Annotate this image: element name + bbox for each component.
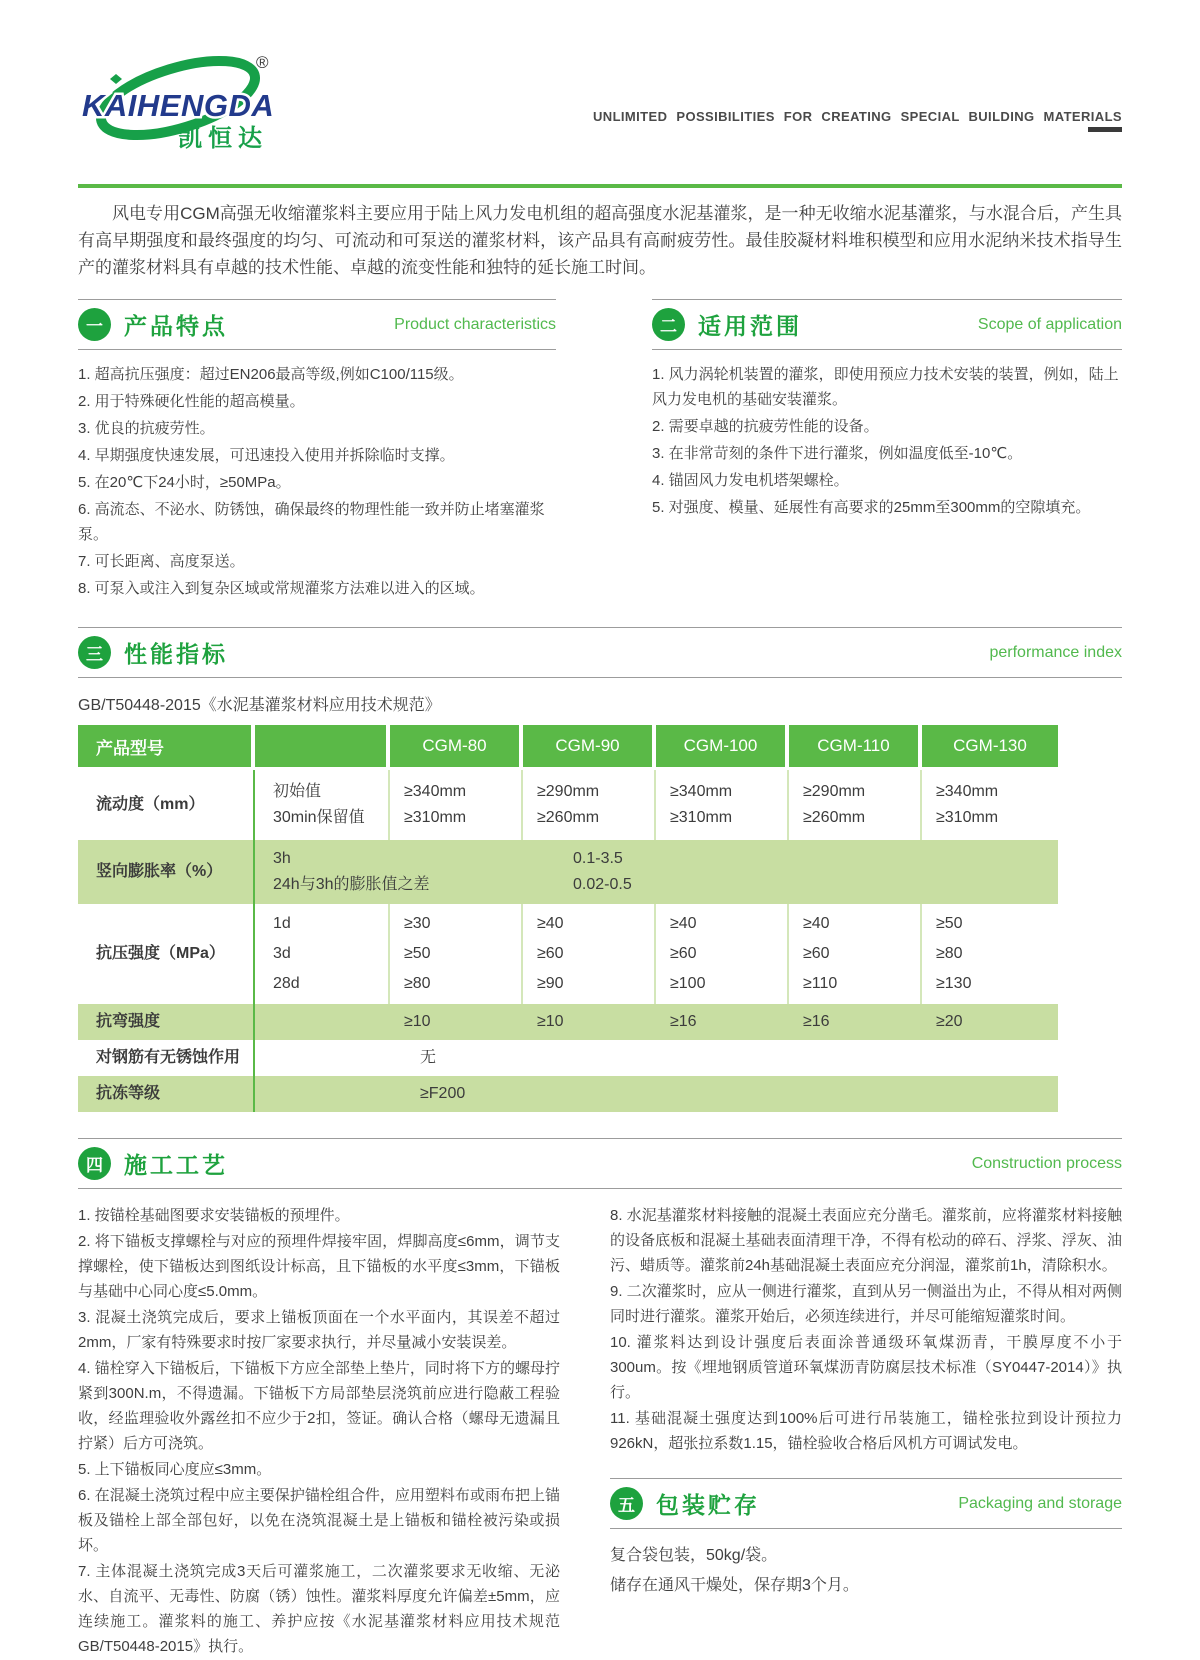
table-cell: 无 — [420, 1049, 437, 1066]
table-row-corrosion — [78, 1040, 1058, 1076]
section-number-icon: 一 — [78, 308, 111, 341]
tagline-block — [593, 109, 1122, 158]
table-row-compressive — [78, 904, 1058, 1004]
sublabel: 3d — [273, 945, 291, 962]
table-row-frost — [78, 1076, 1058, 1112]
company-logo — [78, 46, 288, 158]
list-item: 5. 对强度、模量、延展性有高要求的25mm至300mm的空隙填充。 — [652, 499, 1091, 516]
list-item: 8. 可泵入或注入到复杂区域或常规灌浆方法难以进入的区域。 — [78, 580, 485, 597]
construction-left-column — [78, 1203, 560, 1660]
sublabel: 28d — [273, 975, 300, 992]
row-sublabels — [255, 840, 523, 904]
sublabel: 30min保留值 — [273, 809, 365, 826]
list-item: 1. 超高抗压强度：超过EN206最高等级,例如C100/115级。 — [78, 366, 464, 383]
cell-value: ≥310mm — [670, 809, 733, 826]
section-title: 施工工艺 — [124, 1152, 228, 1178]
cell-value: ≥290mm — [537, 783, 600, 800]
section-features — [78, 299, 556, 603]
table-cell — [255, 1004, 390, 1040]
step-item: 6. 在混凝土浇筑过程中应主要保护锚栓组合件，应用塑料布或雨布把上锚板及锚栓上部全部包好，以免在浇筑混凝土是上锚板和锚栓被污染或损坏。 — [78, 1487, 560, 1554]
cell-value: ≥40 — [803, 915, 830, 932]
logo-star-icon — [110, 74, 122, 84]
table-header-cell: 产品型号 — [78, 725, 255, 767]
table-cell — [255, 1040, 390, 1076]
cell-value: ≥40 — [670, 915, 697, 932]
registered-trademark-icon: ® — [256, 53, 269, 72]
section-performance — [78, 627, 1122, 1112]
features-scope-row — [78, 299, 1122, 603]
packaging-line: 储存在通风干燥处，保存期3个月。 — [610, 1577, 859, 1594]
packaging-header — [610, 1478, 1122, 1529]
list-item: 4. 锚固风力发电机塔架螺栓。 — [652, 472, 849, 489]
tagline-underline — [1088, 127, 1122, 132]
cell-value: ≥340mm — [936, 783, 999, 800]
table-cell — [922, 770, 1058, 840]
table-cell — [523, 840, 1058, 904]
list-item: 5. 在20℃下24小时，≥50MPa。 — [78, 474, 291, 491]
table-header-cell: CGM-100 — [656, 725, 789, 767]
table-header-cell: CGM-80 — [390, 725, 523, 767]
step-item: 3. 混凝土浇筑完成后，要求上锚板顶面在一个水平面内，其误差不超过2mm，厂家有特殊要求时按厂家要求执行，并尽量减小安装误差。 — [78, 1309, 560, 1351]
section-number-icon: 四 — [78, 1147, 111, 1180]
section-subtitle: Scope of application — [977, 315, 1122, 333]
table-row-expansion — [78, 840, 1058, 904]
packaging-line: 复合袋包装，50kg/袋。 — [610, 1547, 778, 1564]
table-cell: ≥10 — [537, 1013, 564, 1030]
cell-value: ≥260mm — [803, 809, 866, 826]
section-subtitle: Product characteristics — [394, 315, 556, 333]
table-cell — [523, 770, 656, 840]
cell-value: ≥340mm — [670, 783, 733, 800]
section-number-icon: 三 — [78, 636, 111, 669]
row-label: 抗压强度（MPa） — [78, 904, 255, 1004]
cell-value: ≥290mm — [803, 783, 866, 800]
section-number-icon: 二 — [652, 308, 685, 341]
table-cell: ≥F200 — [420, 1085, 466, 1102]
row-label: 抗弯强度 — [78, 1004, 255, 1040]
sublabel: 3h — [273, 850, 291, 867]
cell-value: ≥130 — [936, 975, 972, 992]
cell-value: ≥310mm — [936, 809, 999, 826]
standard-reference: GB/T50448-2015《水泥基灌浆材料应用技术规范》 — [78, 697, 441, 714]
table-cell — [789, 904, 922, 1004]
logo-brand-cn: 凯恒达 — [178, 125, 268, 152]
table-header-cell: CGM-110 — [789, 725, 922, 767]
table-header-cell: CGM-90 — [523, 725, 656, 767]
cell-value: ≥30 — [404, 915, 431, 932]
list-item: 3. 优良的抗疲劳性。 — [78, 420, 215, 437]
cell-value: ≥310mm — [404, 809, 467, 826]
table-cell — [656, 904, 789, 1004]
sublabel: 24h与3h的膨胀值之差 — [273, 876, 430, 893]
row-sublabels — [255, 904, 390, 1004]
section-subtitle: Packaging and storage — [958, 1494, 1122, 1512]
top-green-divider — [78, 184, 1122, 188]
section-subtitle: performance index — [989, 643, 1122, 661]
company-tagline: UNLIMITED POSSIBILITIES FOR CREATING SPECIAL BUILDING MATERIALS — [593, 109, 1122, 124]
cell-value: ≥60 — [670, 945, 697, 962]
table-cell — [390, 770, 523, 840]
table-cell — [390, 904, 523, 1004]
table-row-flexural — [78, 1004, 1058, 1040]
table-cell: ≥10 — [404, 1013, 431, 1030]
packaging-info — [610, 1541, 1122, 1601]
cell-value: ≥50 — [936, 915, 963, 932]
table-cell — [656, 770, 789, 840]
table-row-flow — [78, 770, 1058, 840]
step-item: 4. 锚栓穿入下锚板后，下锚板下方应全部垫上垫片，同时将下方的螺母拧紧到300N.m，不得遗漏。下锚板下方局部垫层浇筑前应进行隐蔽工程验收，经监理验收外露丝扣不应少于2扣，签证。确认合格（螺母无遗漏且拧紧）后方可浇筑。 — [78, 1360, 560, 1452]
performance-header — [78, 627, 1122, 678]
table-cell — [922, 904, 1058, 1004]
table-cell: ≥16 — [670, 1013, 697, 1030]
list-item: 3. 在非常苛刻的条件下进行灌浆，例如温度低至-10℃。 — [652, 445, 1023, 462]
list-item: 6. 高流态、不泌水、防锈蚀，确保最终的物理性能一致并防止堵塞灌浆泵。 — [78, 501, 545, 543]
table-header-row — [78, 725, 1058, 767]
section-packaging — [610, 1478, 1122, 1601]
list-item: 2. 需要卓越的抗疲劳性能的设备。 — [652, 418, 879, 435]
logo-brand-en: KAIHENGDA — [82, 88, 275, 123]
cell-value: ≥60 — [803, 945, 830, 962]
features-header — [78, 299, 556, 350]
table-cell: ≥20 — [936, 1013, 963, 1030]
step-item: 7. 主体混凝土浇筑完成3天后可灌浆施工，二次灌浆要求无收缩、无泌水、自流平、无毒性、防腐（锈）蚀性。灌浆料厚度允许偏差±5mm，应连续施工。灌浆料的施工、养护应按《水泥基灌浆材料应用技术规范GB/T50448-2015》执行。 — [78, 1563, 560, 1655]
row-label: 流动度（mm） — [78, 770, 255, 840]
step-item: 5. 上下锚板同心度应≤3mm。 — [78, 1461, 272, 1478]
table-cell — [789, 770, 922, 840]
cell-value: 0.02-0.5 — [573, 876, 632, 893]
list-item: 7. 可长距离、高度泵送。 — [78, 553, 245, 570]
list-item: 2. 用于特殊硬化性能的超高模量。 — [78, 393, 305, 410]
row-label: 竖向膨胀率（%） — [78, 840, 255, 904]
section-title: 适用范围 — [698, 313, 802, 339]
cell-value: ≥40 — [537, 915, 564, 932]
page-header — [78, 0, 1122, 158]
scope-header — [652, 299, 1122, 350]
section-title: 包装贮存 — [656, 1492, 760, 1518]
cell-value: ≥90 — [537, 975, 564, 992]
construction-columns — [78, 1203, 1122, 1660]
table-cell — [523, 904, 656, 1004]
construction-right-column — [610, 1203, 1122, 1660]
section-scope — [652, 299, 1122, 603]
step-item: 9. 二次灌浆时，应从一侧进行灌浆，直到从另一侧溢出为止，不得从相对两侧同时进行灌浆。灌浆开始后，必须连续进行，并尽可能缩短灌浆时间。 — [610, 1283, 1122, 1325]
table-header-cell: CGM-130 — [922, 725, 1058, 767]
table-header-cell — [255, 725, 390, 767]
step-item: 1. 按锚栓基础图要求安装锚板的预埋件。 — [78, 1207, 350, 1224]
table-cell — [255, 1076, 390, 1112]
cell-value: ≥260mm — [537, 809, 600, 826]
section-subtitle: Construction process — [971, 1154, 1122, 1172]
row-label: 对钢筋有无锈蚀作用 — [78, 1040, 255, 1076]
cell-value: ≥50 — [404, 945, 431, 962]
cell-value: 0.1-3.5 — [573, 850, 623, 867]
section-construction — [78, 1138, 1122, 1660]
section-number-icon: 五 — [610, 1487, 643, 1520]
row-sublabels — [255, 770, 390, 840]
cell-value: ≥60 — [537, 945, 564, 962]
table-cell: ≥16 — [803, 1013, 830, 1030]
cell-value: ≥100 — [670, 975, 706, 992]
performance-table — [78, 725, 1058, 1112]
step-item: 2. 将下锚板支撑螺栓与对应的预埋件焊接牢固，焊脚高度≤6mm，调节支撑螺栓，使下锚板达到图纸设计标高，且下锚板的水平度≤3mm，下锚板与基础中心同心度≤5.0mm。 — [78, 1233, 560, 1300]
cell-value: ≥340mm — [404, 783, 467, 800]
sublabel: 初始值 — [273, 783, 322, 800]
step-item: 8. 水泥基灌浆材料接触的混凝土表面应充分凿毛。灌浆前，应将灌浆材料接触的设备底板和混凝土基础表面清理干净，不得有松动的碎石、浮浆、浮灰、油污、蜡质等。灌浆前24h基础混凝土表面应充分润湿，灌浆前1h，清除积水。 — [610, 1207, 1122, 1274]
section-title: 产品特点 — [124, 313, 228, 339]
construction-header — [78, 1138, 1122, 1189]
cell-value: ≥80 — [404, 975, 431, 992]
features-list — [78, 362, 556, 601]
sublabel: 1d — [273, 915, 291, 932]
cell-value: ≥80 — [936, 945, 963, 962]
scope-list — [652, 362, 1122, 520]
section-title: 性能指标 — [124, 641, 228, 667]
list-item: 1. 风力涡轮机装置的灌浆，即使用预应力技术安装的装置，例如，陆上风力发电机的基础安装灌浆。 — [652, 366, 1119, 408]
construction-right-steps — [610, 1203, 1122, 1456]
row-label: 抗冻等级 — [78, 1076, 255, 1112]
step-item: 11. 基础混凝土强度达到100%后可进行吊装施工，锚栓张拉到设计预拉力926kN，超张拉系数1.15，锚栓验收合格后风机方可调试发电。 — [610, 1410, 1122, 1452]
cell-value: ≥110 — [803, 975, 838, 992]
list-item: 4. 早期强度快速发展，可迅速投入使用并拆除临时支撑。 — [78, 447, 455, 464]
intro-paragraph: 风电专用CGM高强无收缩灌浆料主要应用于陆上风力发电机组的超高强度水泥基灌浆，是一种无收缩水泥基灌浆，与水混合后，产生具有高早期强度和最终强度的均匀、可流动和可泵送的灌浆材料，该产品具有高耐疲劳性。最佳胶凝材料堆积模型和应用水泥纳米技术指导生产的灌浆材料具有卓越的技术性能、卓越的流变性能和独特的延长施工时间。 — [78, 204, 1122, 277]
step-item: 10. 灌浆料达到设计强度后表面涂普通级环氧煤沥青，干膜厚度不小于300um。按《埋地钢质管道环氧煤沥青防腐层技术标准（SY0447-2014）》执行。 — [610, 1334, 1122, 1401]
